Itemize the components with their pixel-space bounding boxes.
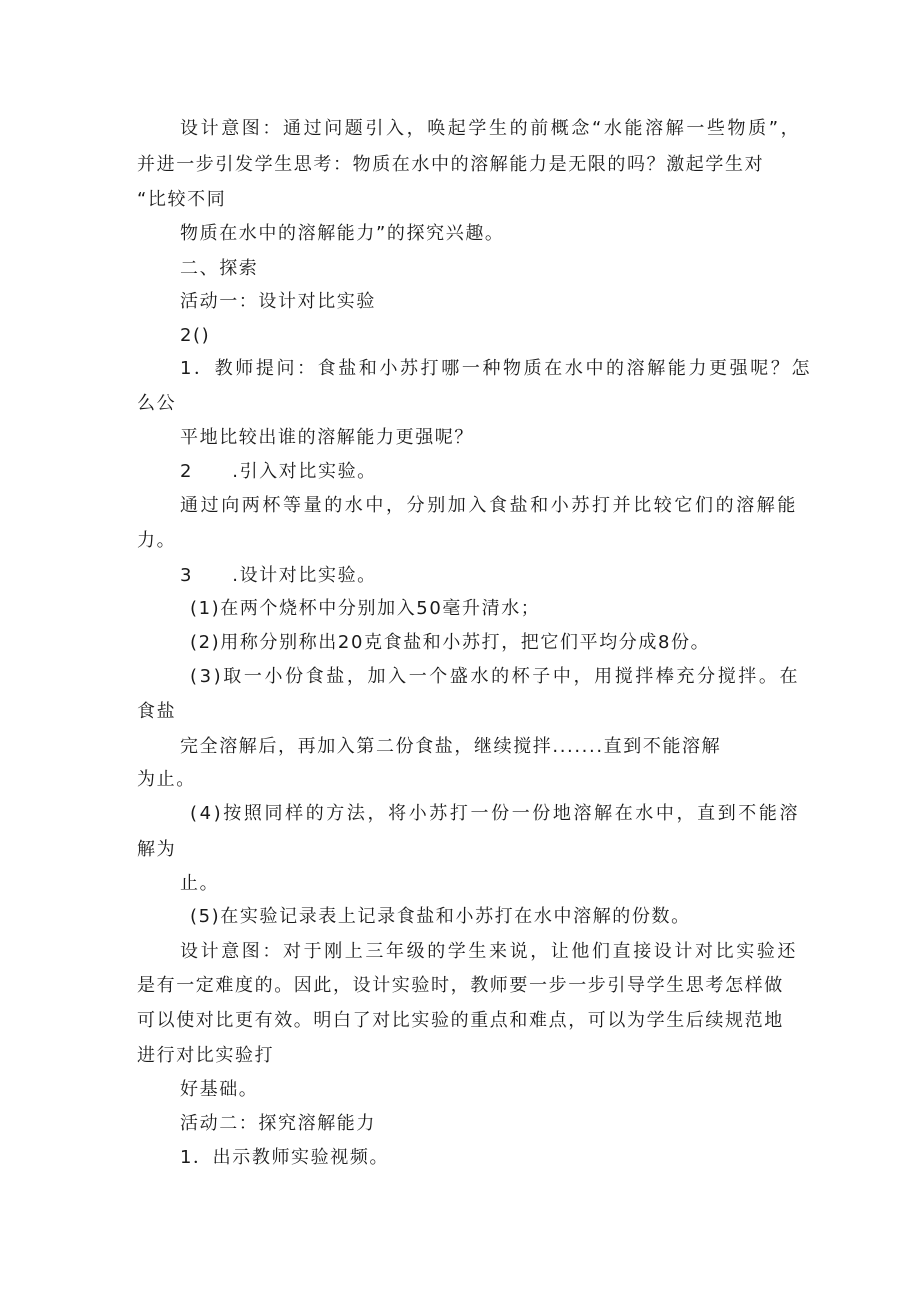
paragraph-line: 并进一步引发学生思考：物质在水中的溶解能力是无限的吗？激起学生对 [137, 154, 765, 175]
activity-heading: 活动一：设计对比实验 [180, 291, 376, 312]
list-item: 2 .引入对比实验。 [180, 461, 377, 482]
section-heading: 二、探索 [180, 258, 259, 279]
list-item: 1．出示教师实验视频。 [180, 1147, 390, 1168]
paragraph-line: “比较不同 [137, 189, 227, 210]
list-item: 3 .设计对比实验。 [180, 565, 377, 586]
paragraph-line: 可以使对比更有效。明白了对比实验的重点和难点，可以为学生后续规范地 [137, 1010, 784, 1031]
paragraph-line: 好基础。 [180, 1079, 259, 1100]
paragraph-line: 是有一定难度的。因此，设计实验时，教师要一步一步引导学生思考怎样做 [137, 975, 784, 996]
paragraph-line: 通过向两杯等量的水中，分别加入食盐和小苏打并比较它们的溶解能 [180, 495, 798, 516]
paragraph-line: 设计意图：通过问题引入，唤起学生的前概念“水能溶解一些物质”， [180, 118, 802, 139]
paragraph-line: 设计意图：对于刚上三年级的学生来说，让他们直接设计对比实验还 [180, 941, 798, 962]
list-item: (3)取一小份食盐，加入一个盛水的杯子中，用搅拌棒充分搅拌。在 [190, 666, 801, 687]
paragraph-line: 进行对比实验打 [137, 1045, 275, 1066]
list-item: (4)按照同样的方法，将小苏打一份一份地溶解在水中，直到不能溶 [190, 803, 801, 824]
list-item: (5)在实验记录表上记录食盐和小苏打在水中溶解的份数。 [190, 906, 691, 927]
list-item: (2)用称分别称出20克食盐和小苏打，把它们平均分成8份。 [190, 632, 711, 653]
paragraph-line: 力。 [137, 530, 177, 551]
activity-heading: 活动二：探究溶解能力 [180, 1113, 376, 1134]
list-item: (1)在两个烧杯中分别加入50毫升清水； [190, 598, 541, 619]
paragraph-line: 2() [180, 325, 211, 346]
paragraph-line: 止。 [180, 873, 220, 894]
paragraph-line: 么公 [137, 393, 177, 414]
paragraph-line: 平地比较出谁的溶解能力更强呢？ [180, 427, 474, 448]
paragraph-line: 解为 [137, 839, 177, 860]
paragraph-line: 物质在水中的溶解能力”的探究兴趣。 [180, 223, 505, 244]
paragraph-line: 完全溶解后，再加入第二份食盐，继续搅拌.......直到不能溶解 [180, 736, 722, 757]
list-item: 1．教师提问：食盐和小苏打哪一种物质在水中的溶解能力更强呢？怎 [180, 358, 813, 379]
paragraph-line: 为止。 [137, 769, 196, 790]
paragraph-line: 食盐 [137, 701, 177, 722]
